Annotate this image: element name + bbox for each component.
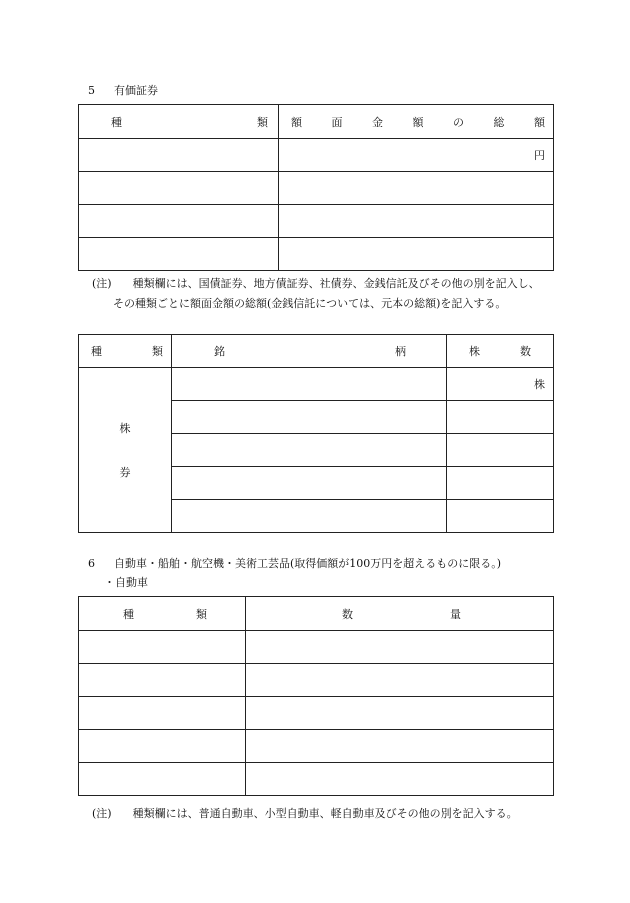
header-char: 総	[493, 115, 505, 129]
section-5-heading	[88, 82, 158, 98]
issue-name-cell[interactable]	[172, 467, 447, 500]
type-cell[interactable]	[79, 730, 246, 763]
share-count-cell[interactable]	[447, 467, 554, 500]
type-header	[79, 335, 172, 368]
table-row	[79, 139, 554, 172]
header-char: 金	[372, 115, 383, 129]
issue-name-header	[172, 335, 447, 368]
share-count-cell[interactable]	[447, 434, 554, 467]
section-6-heading	[88, 555, 501, 571]
share-count-cell[interactable]	[447, 500, 554, 533]
category-char: 株	[119, 422, 131, 435]
stock-category-cell	[79, 368, 172, 533]
automobile-note	[92, 805, 518, 823]
type-cell[interactable]	[79, 238, 279, 271]
stocks-table	[78, 334, 554, 533]
securities-note-line-2	[113, 295, 506, 313]
note-line-1: 種類欄には、国債証券、地方債証券、社債券、金銭信託及びその他の別を記入し、	[132, 277, 540, 290]
issue-name-cell[interactable]	[172, 368, 447, 401]
section-6-subheading: ・自動車	[104, 576, 148, 589]
section-6-title: 自動車・船舶・航空機・美術工芸品(取得価額が100万円を超えるものに限る。)	[114, 557, 502, 570]
table-header-row	[79, 335, 554, 368]
header-char: 類	[152, 345, 163, 358]
header-char: 額	[291, 115, 302, 129]
type-cell[interactable]	[79, 697, 246, 730]
header-char: 種	[123, 607, 134, 621]
yen-unit: 円	[534, 149, 545, 162]
quantity-cell[interactable]	[246, 664, 554, 697]
type-header	[79, 597, 246, 631]
quantity-cell[interactable]	[246, 697, 554, 730]
amount-cell[interactable]	[279, 139, 554, 172]
share-count-cell[interactable]	[447, 401, 554, 434]
table-row	[79, 238, 554, 271]
amount-cell[interactable]	[279, 205, 554, 238]
header-char: 種	[91, 345, 102, 358]
issue-name-cell[interactable]	[172, 401, 447, 434]
quantity-cell[interactable]	[246, 730, 554, 763]
header-char: の	[453, 115, 464, 129]
table-row	[79, 205, 554, 238]
share-count-cell[interactable]	[447, 368, 554, 401]
quantity-cell[interactable]	[246, 763, 554, 796]
section-5-title: 有価証券	[114, 84, 158, 97]
header-char: 額	[534, 115, 545, 129]
note-label: (注)	[92, 277, 112, 290]
header-char: 銘	[214, 345, 225, 358]
amount-cell[interactable]	[279, 172, 554, 205]
type-header	[79, 105, 279, 139]
table-header-row	[79, 105, 554, 139]
amount-cell[interactable]	[279, 238, 554, 271]
table-header-row	[79, 597, 554, 631]
type-cell[interactable]	[79, 763, 246, 796]
header-char: 数	[342, 607, 353, 621]
header-char: 類	[257, 115, 268, 129]
header-char: 柄	[395, 345, 406, 358]
securities-table	[78, 104, 554, 271]
type-cell[interactable]	[79, 205, 279, 238]
note-line-1: 種類欄には、普通自動車、小型自動車、軽自動車及びその他の別を記入する。	[132, 807, 518, 820]
table-row	[79, 368, 554, 401]
header-char: 株	[469, 345, 480, 358]
header-char: 額	[412, 115, 424, 129]
issue-name-cell[interactable]	[172, 434, 447, 467]
category-char: 券	[119, 466, 131, 479]
table-row	[79, 763, 554, 796]
note-label: (注)	[92, 807, 112, 820]
header-char: 種	[111, 115, 122, 129]
table-row	[79, 664, 554, 697]
header-char: 量	[450, 607, 461, 621]
section-6-number: 6	[88, 557, 95, 570]
section-5-number: 5	[88, 84, 95, 97]
table-row	[79, 172, 554, 205]
table-row	[79, 631, 554, 664]
header-char: 類	[196, 607, 207, 621]
table-row	[79, 730, 554, 763]
type-cell[interactable]	[79, 664, 246, 697]
quantity-header	[246, 597, 554, 631]
issue-name-cell[interactable]	[172, 500, 447, 533]
type-cell[interactable]	[79, 172, 279, 205]
automobile-table	[78, 596, 554, 796]
total-face-value-header	[279, 105, 554, 139]
header-char: 数	[520, 345, 531, 358]
securities-note	[92, 275, 540, 293]
type-cell[interactable]	[79, 631, 246, 664]
share-count-header	[447, 335, 554, 368]
note-line-2: その種類ごとに額面金額の総額(金銭信託については、元本の総額)を記入する。	[113, 297, 507, 310]
table-row	[79, 697, 554, 730]
shares-unit: 株	[534, 378, 545, 391]
quantity-cell[interactable]	[246, 631, 554, 664]
type-cell[interactable]	[79, 139, 279, 172]
header-char: 面	[331, 115, 343, 129]
